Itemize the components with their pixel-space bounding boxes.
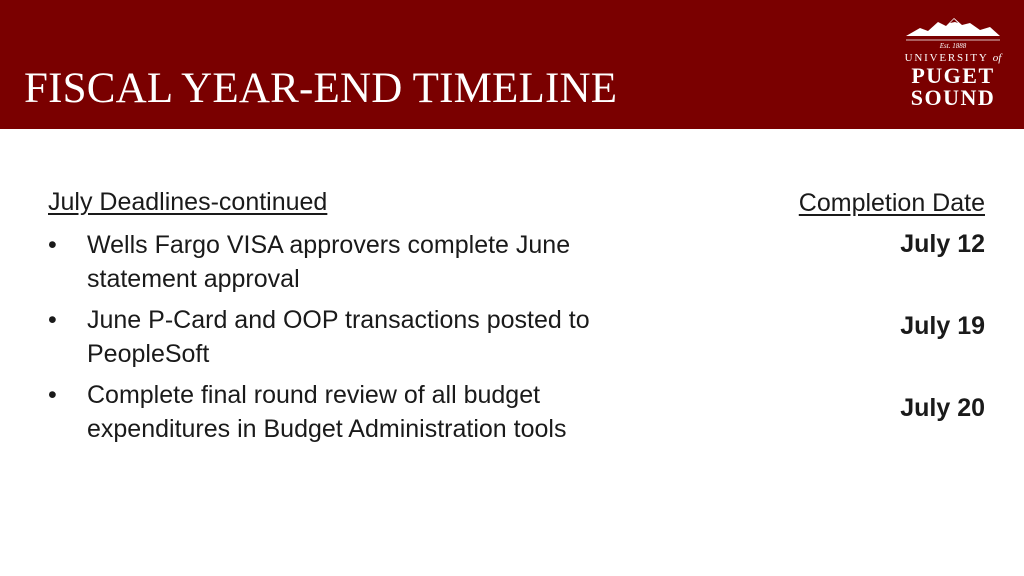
logo-university-word: UNIVERSITY (904, 52, 989, 64)
completion-date: July 19 (900, 312, 985, 340)
list-item (48, 378, 668, 446)
logo-established: Est. 1888 (939, 42, 967, 50)
logo-name-line2: SOUND (910, 85, 996, 110)
logo-name-line1: PUGET (911, 63, 995, 88)
bullet-icon: • (48, 381, 57, 409)
bullet-icon: • (48, 231, 57, 259)
list-item (48, 303, 668, 371)
completion-date-heading: Completion Date (798, 189, 985, 217)
slide-title: FISCAL YEAR-END TIMELINE (24, 65, 618, 112)
list-item-text: June P-Card and OOP transactions posted to PeopleSoft (87, 306, 590, 368)
list-item-text: Wells Fargo VISA approvers complete June statement approval (87, 231, 571, 293)
bullet-icon: • (48, 306, 57, 334)
section-heading: July Deadlines-continued (48, 188, 328, 216)
completion-date: July 20 (900, 394, 985, 422)
list-item (48, 228, 668, 296)
completion-date: July 12 (900, 230, 985, 258)
logo-of-word: of (992, 52, 1002, 64)
list-item-text: Complete final round review of all budget expenditures in Budget Administration tools (87, 381, 567, 443)
